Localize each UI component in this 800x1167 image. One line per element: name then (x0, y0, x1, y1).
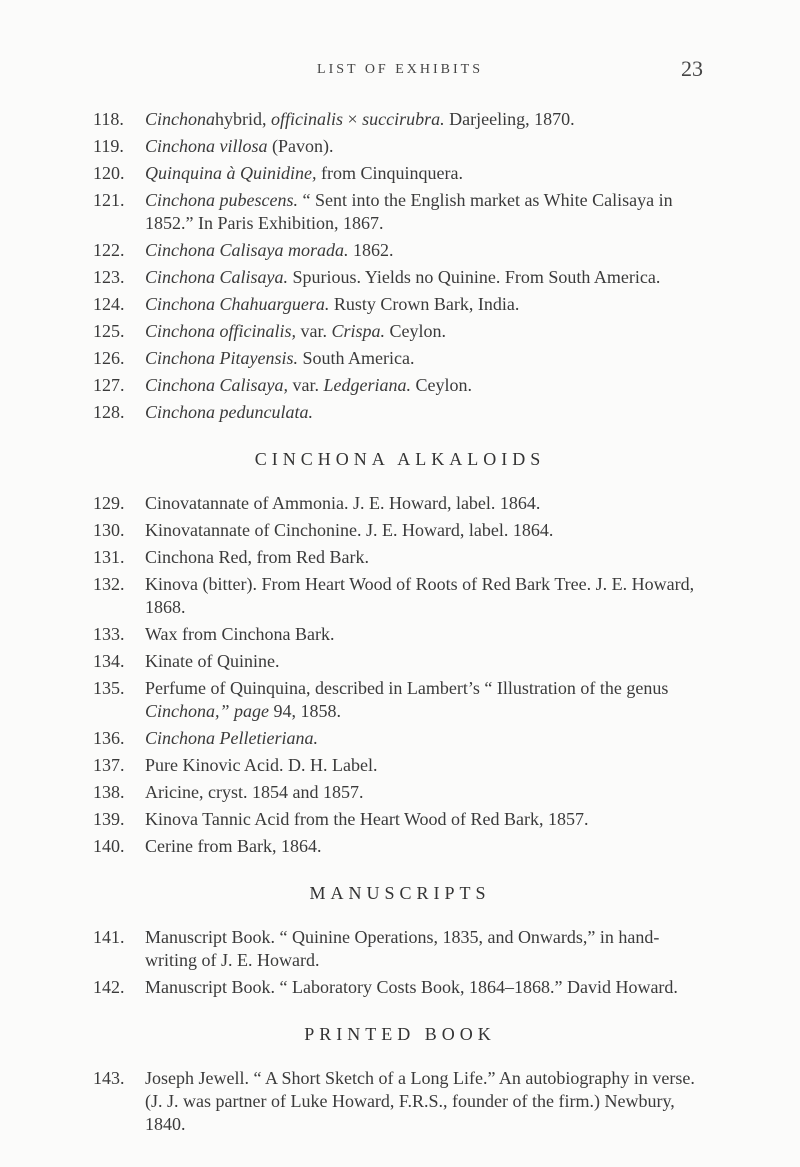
exhibit-entry (0, 835, 800, 858)
description-fragment: Cinchona Chahuarguera. (145, 294, 330, 314)
exhibit-entry (0, 519, 800, 542)
description-fragment: from Cinquinquera. (316, 163, 463, 183)
description-fragment: succirubra. (362, 109, 445, 129)
description-fragment: × (343, 109, 363, 129)
description-fragment: Manuscript Book. “ Quinine Operations, 1835, and Onwards,” in hand-writing of J. E. Howard. (145, 927, 660, 970)
exhibit-number: 122. (93, 240, 125, 260)
exhibit-entry (0, 976, 800, 999)
description-fragment: var. (296, 321, 332, 341)
description-fragment: Quinquina à Quinidine, (145, 163, 317, 183)
exhibit-entry (0, 266, 800, 289)
exhibit-number: 143. (93, 1068, 125, 1088)
exhibit-entry (0, 926, 800, 972)
page-header (0, 56, 800, 90)
description-fragment: Cinchona (145, 109, 215, 129)
description-fragment: Cinchona Calisaya, (145, 375, 288, 395)
exhibit-entry (0, 623, 800, 646)
exhibit-entry (0, 347, 800, 370)
exhibit-description (145, 1067, 708, 1136)
description-fragment: Cerine from Bark, 1864. (145, 836, 322, 856)
description-fragment: “ Sent into the English market as White Calisaya in 1852.” In Paris Exhibition, 1867. (145, 190, 673, 233)
exhibit-description (145, 401, 708, 424)
exhibit-entry (0, 162, 800, 185)
exhibit-description (145, 835, 708, 858)
exhibit-entry (0, 546, 800, 569)
running-head: LIST OF EXHIBITS (317, 62, 483, 77)
description-fragment: hybrid, (215, 109, 271, 129)
exhibit-description (145, 135, 708, 158)
exhibit-description (145, 266, 708, 289)
exhibit-description (145, 808, 708, 831)
exhibit-number: 142. (93, 977, 125, 997)
exhibit-description (145, 976, 708, 999)
description-fragment: Cinchona officinalis, (145, 321, 296, 341)
exhibit-description (145, 677, 708, 723)
description-fragment: Crispa. (331, 321, 386, 341)
exhibit-description (145, 492, 708, 515)
description-fragment: Pure Kinovic Acid. D. H. Label. (145, 755, 378, 775)
exhibit-description (145, 754, 708, 777)
exhibit-entry (0, 374, 800, 397)
page-number: 23 (681, 56, 703, 81)
exhibit-description (145, 347, 708, 370)
description-fragment: Kinovatannate of Cinchonine. J. E. Howard, label. 1864. (145, 520, 554, 540)
exhibit-description (145, 162, 708, 185)
description-fragment: Cinchona pubescens. (145, 190, 298, 210)
exhibit-entry (0, 293, 800, 316)
description-fragment: South America. (297, 348, 415, 368)
description-fragment: Ceylon. (411, 375, 472, 395)
exhibit-number: 137. (93, 755, 125, 775)
exhibit-description (145, 727, 708, 750)
description-fragment: Kinate of Quinine. (145, 651, 280, 671)
exhibit-number: 118. (93, 109, 124, 129)
description-fragment: Darjeeling, 1870. (444, 109, 575, 129)
description-fragment: Cinchona Calisaya morada. (145, 240, 349, 260)
exhibit-number: 129. (93, 493, 125, 513)
exhibit-number: 140. (93, 836, 125, 856)
description-fragment: Manuscript Book. “ Laboratory Costs Book, 1864–1868.” David Howard. (145, 977, 678, 997)
section-heading-manuscripts: MANUSCRIPTS (309, 883, 491, 903)
exhibit-description (145, 374, 708, 397)
description-fragment: var. (288, 375, 324, 395)
description-fragment: Cinchona villosa (145, 136, 268, 156)
description-fragment: Cinovatannate of Ammonia. J. E. Howard, label. 1864. (145, 493, 541, 513)
description-fragment: Perfume of Quinquina, described in Lambert’s “ Illustration of the genus (145, 678, 669, 698)
group-cinchona-barks (0, 108, 800, 424)
exhibit-number: 128. (93, 402, 125, 422)
exhibit-description (145, 293, 708, 316)
exhibit-number: 125. (93, 321, 125, 341)
description-fragment: Ledgeriana. (323, 375, 411, 395)
description-fragment: Spurious. Yields no Quinine. From South America. (288, 267, 661, 287)
exhibit-number: 124. (93, 294, 125, 314)
description-fragment: Cinchona Pitayensis. (145, 348, 298, 368)
exhibit-description (145, 546, 708, 569)
exhibit-entry (0, 781, 800, 804)
description-fragment: Wax from Cinchona Bark. (145, 624, 335, 644)
exhibit-description (145, 781, 708, 804)
description-fragment: 1862. (348, 240, 394, 260)
exhibit-description (145, 108, 708, 131)
description-fragment: Cinchona Red, from Red Bark. (145, 547, 369, 567)
exhibit-description (145, 573, 708, 619)
exhibit-number: 135. (93, 678, 125, 698)
exhibit-number: 134. (93, 651, 125, 671)
exhibit-number: 136. (93, 728, 125, 748)
description-fragment: Kinova Tannic Acid from the Heart Wood of Red Bark, 1857. (145, 809, 589, 829)
exhibit-entry (0, 108, 800, 131)
exhibit-number: 126. (93, 348, 125, 368)
description-fragment: Joseph Jewell. “ A Short Sketch of a Long Life.” An autobiography in verse. (J. J. was partner of Luke Howard, F.R.S., founder of the firm.) Newbury, 1840. (145, 1068, 695, 1134)
exhibit-number: 131. (93, 547, 125, 567)
description-fragment: 94, 1858. (269, 701, 341, 721)
exhibit-entry (0, 727, 800, 750)
exhibit-entry (0, 754, 800, 777)
group-printed-book (0, 1067, 800, 1136)
exhibit-number: 127. (93, 375, 125, 395)
exhibit-entry (0, 320, 800, 343)
exhibit-number: 130. (93, 520, 125, 540)
exhibit-number: 120. (93, 163, 125, 183)
group-alkaloids (0, 492, 800, 858)
exhibit-entry (0, 650, 800, 673)
description-fragment: Cinchona pedunculata. (145, 402, 313, 422)
description-fragment: Cinchona Pelletieriana. (145, 728, 318, 748)
exhibit-entry (0, 135, 800, 158)
description-fragment: Ceylon. (385, 321, 447, 341)
exhibit-entry (0, 1067, 800, 1136)
description-fragment: (Pavon). (267, 136, 334, 156)
section-heading-printed-book: PRINTED BOOK (304, 1024, 496, 1044)
exhibit-number: 133. (93, 624, 125, 644)
exhibit-description (145, 650, 708, 673)
exhibit-number: 138. (93, 782, 125, 802)
section-heading-alkaloids: CINCHONA ALKALOIDS (254, 449, 546, 469)
description-fragment: Rusty Crown Bark, India. (329, 294, 520, 314)
group-manuscripts (0, 926, 800, 999)
description-fragment: Aricine, cryst. 1854 and 1857. (145, 782, 364, 802)
exhibit-number: 139. (93, 809, 125, 829)
exhibit-list (0, 108, 800, 1140)
exhibit-description (145, 189, 708, 235)
exhibit-description (145, 623, 708, 646)
exhibit-entry (0, 492, 800, 515)
description-fragment: officinalis (271, 109, 343, 129)
description-fragment: Kinova (bitter). From Heart Wood of Roots of Red Bark Tree. J. E. Howard, 1868. (145, 574, 695, 617)
exhibit-entry (0, 677, 800, 723)
exhibit-description (145, 926, 708, 972)
exhibit-entry (0, 239, 800, 262)
exhibit-description (145, 320, 708, 343)
exhibit-number: 132. (93, 574, 125, 594)
exhibit-number: 119. (93, 136, 124, 156)
exhibit-entry (0, 189, 800, 235)
exhibit-description (145, 519, 708, 542)
description-fragment: Cinchona,” page (145, 701, 269, 721)
description-fragment: Cinchona Calisaya. (145, 267, 288, 287)
exhibit-number: 123. (93, 267, 125, 287)
exhibit-number: 121. (93, 190, 125, 210)
exhibit-description (145, 239, 708, 262)
exhibit-entry (0, 401, 800, 424)
exhibit-number: 141. (93, 927, 125, 947)
exhibit-entry (0, 573, 800, 619)
exhibit-entry (0, 808, 800, 831)
